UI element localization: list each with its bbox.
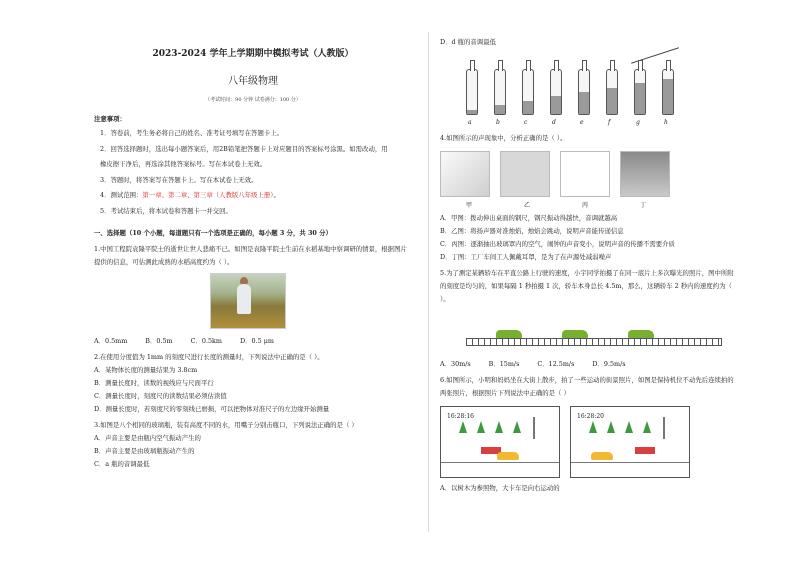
exam-meta: （考试时间：90 分钟 试卷满分：100 分） — [205, 97, 301, 103]
q1-option-a[interactable]: A．0.5mm — [94, 337, 128, 345]
caption-bing: 丙 — [581, 202, 588, 209]
q6-text: 6.如图所示，小明和妈妈坐在大街上散步，拍了一些运动的街景照片，如图是保持机位不动先后连续拍的两张照片，根据照片下列说法中正确的是（ ） — [440, 376, 734, 397]
exam-title: 2023-2024 学年上学期期中模拟考试（人教版） — [152, 49, 354, 59]
caption-ding: 丁 — [639, 202, 646, 209]
q3-option-a[interactable]: A．声音主要是由瓶内空气振动产生的 — [94, 434, 201, 442]
q3-text: 3.如图是八个相同的玻璃瓶，装有高度不同的水，用嘴子分别击瓶口，下列说法正确的是（ ） — [94, 421, 358, 429]
street-lamp — [533, 417, 535, 439]
bottle-label-g: g — [636, 119, 640, 126]
q5-option-d[interactable]: D．9.5m/s — [592, 360, 626, 368]
street-lamp — [663, 417, 665, 439]
q5-option-b[interactable]: B．15m/s — [488, 360, 520, 368]
exam-subtitle: 八年级物理 — [228, 76, 278, 87]
bottle-f — [606, 69, 618, 115]
photo-2-time: 16:28:20 — [577, 413, 604, 420]
bottle-d — [550, 69, 562, 115]
q1-options — [94, 335, 412, 348]
tree-figure — [459, 421, 467, 433]
q1-option-b[interactable]: B．0.5m — [145, 337, 173, 345]
q3-option-c[interactable]: C．a 瓶的音调最低 — [94, 460, 150, 468]
q1-text: 1.中国工程院袁隆平院士的逝世让世人悲痛不已。如图是袁隆平院士生前在水稻基地中察调研的情景，根据图片提供的信息，可估测此成熟的水稻高度约为（ ）。 — [94, 245, 407, 266]
road-line — [441, 462, 559, 463]
q4-option-c[interactable]: C．丙图：逐渐抽出玻璃罩内的空气，闹钟的声音变小，说明声音的传播不需要介质 — [440, 240, 675, 248]
bottle-label-c: c — [524, 119, 528, 126]
tree-figure — [643, 421, 651, 433]
scope-value: 第一章、第二章、第三章（人教版八年级上册） — [142, 191, 274, 199]
q2-option-c[interactable]: C．测量长度时，刻度尺的读数结果必须估读值 — [94, 392, 227, 400]
q2-option-b[interactable]: B．测量长度时，读数的视线应与尺面平行 — [94, 379, 214, 387]
scope-suffix: 。 — [273, 191, 280, 199]
photo-1-time: 16:28:16 — [447, 413, 474, 420]
yellow-car-figure — [497, 452, 519, 460]
q3-option-d[interactable]: D．d 瓶的音调最低 — [440, 38, 496, 46]
bottle-h — [662, 69, 674, 115]
tree-figure — [589, 421, 597, 433]
bottle-a — [466, 69, 478, 115]
caption-jia: 甲 — [465, 202, 472, 209]
q5-options — [440, 358, 740, 371]
ruler-vibration-image — [440, 151, 490, 197]
bottle-g — [634, 69, 646, 115]
q2-option-d[interactable]: D．测量长度时，若刻度尺的零刻线已磨损，可以把物体对准尺子的左边缘开始测量 — [94, 405, 330, 413]
column-divider — [428, 32, 429, 532]
tree-figure — [607, 421, 615, 433]
q4-captions — [440, 199, 740, 212]
q4-option-a[interactable]: A．甲图：拨动伸出桌面的钢尺，钢尺振动得越快，音调就越高 — [440, 214, 618, 222]
q2-text: 2.在使用分度值为 1mm 的刻度尺进行长度的测量时，下列说法中正确的是（ ）。 — [94, 353, 324, 361]
tree-figure — [513, 421, 521, 433]
q5-option-a[interactable]: A．30m/s — [440, 360, 471, 368]
bottle-label-h: h — [664, 119, 668, 126]
bottle-c — [522, 69, 534, 115]
notice-item: 橡皮擦干净后，再选涂其他答案标号。写在本试卷上无效。 — [100, 160, 267, 168]
road-line — [571, 462, 689, 463]
speaker-candle-image — [500, 151, 550, 197]
yellow-car-figure — [591, 452, 613, 460]
q4-option-d[interactable]: D．丁图：工厂车间工人佩戴耳罩，是为了在声源处减弱噪声 — [440, 253, 612, 261]
rice-field-photo — [210, 273, 286, 329]
notice-item: 1．答卷前，考生务必将自己的姓名、准考证号填写在答题卡上。 — [100, 129, 284, 137]
bottle-label-e: e — [580, 119, 584, 126]
scale-ruler — [466, 338, 722, 346]
q2-option-a[interactable]: A．某物体长度的测量结果为 3.8cm — [94, 366, 198, 374]
notice-item-scope — [94, 188, 412, 204]
bottle-e — [578, 69, 590, 115]
bottles-figure — [460, 49, 700, 129]
q1-option-c[interactable]: C．0.5km — [190, 337, 222, 345]
bell-jar-image — [560, 151, 610, 197]
street-photo-2 — [570, 406, 690, 478]
bottle-label-d: d — [552, 119, 556, 126]
q4-text: 4.如图所示的声现象中，分析正确的是（ ）。 — [440, 134, 567, 142]
notice-heading: 注意事项： — [94, 115, 126, 123]
left-column — [94, 36, 412, 471]
tree-figure — [477, 421, 485, 433]
right-column — [440, 36, 740, 495]
scope-label: 4．测试范围： — [100, 191, 143, 199]
car-exposure-figure — [466, 314, 720, 354]
factory-workers-image — [620, 151, 670, 197]
q6-option-a[interactable]: A．以树木为参照物，大卡车是向右运动的 — [440, 484, 560, 492]
q4-figures — [440, 151, 740, 197]
q1-option-d[interactable]: D．0.5 μm — [240, 337, 274, 345]
tree-figure — [625, 421, 633, 433]
q3-option-b[interactable]: B．声音主要是由玻璃瓶振动产生的 — [94, 447, 195, 455]
notice-item: 5．考试结束后，将本试卷和答题卡一并交回。 — [100, 206, 232, 215]
street-photo-1 — [440, 406, 560, 478]
notice-list — [94, 126, 412, 219]
section1-heading: 一、选择题（10 个小题，每道题只有一个选项是正确的，每小题 3 分，共 30 分） — [94, 229, 332, 237]
truck-figure — [635, 447, 655, 454]
tree-figure — [495, 421, 503, 433]
q4-option-b[interactable]: B．乙图：将扬声器对准烛焰，烛焰会跳动，说明声音能传递信息 — [440, 227, 624, 235]
q6-figures — [440, 406, 740, 478]
notice-item: 3．答题时，将答案写在答题卡上。写在本试卷上无效。 — [100, 175, 258, 184]
q5-text: 5.为了测定某辆轿车在平直公路上行驶的速度，小宇同学拍摄了在同一底片上多次曝光的照片，图中所附的刻度是均匀的，如果每隔 1 秒拍摄 1 次，轿车本身总长 4.5m，那么，这辆轿车 2 秒内的速度约为（ ）。 — [440, 269, 734, 303]
caption-yi: 乙 — [523, 202, 530, 209]
bottle-label-f: f — [608, 119, 611, 126]
notice-item: 2．回答选择题时，选出每小题答案后，用2B铅笔把答题卡上对应题目的答案标号涂黑。如需改动，用 — [100, 144, 388, 153]
bottle-label-a: a — [468, 119, 472, 126]
farmer-figure — [237, 284, 251, 314]
bottle-b — [494, 69, 506, 115]
q5-option-c[interactable]: C．12.5m/s — [537, 360, 575, 368]
bottle-label-b: b — [496, 119, 500, 126]
